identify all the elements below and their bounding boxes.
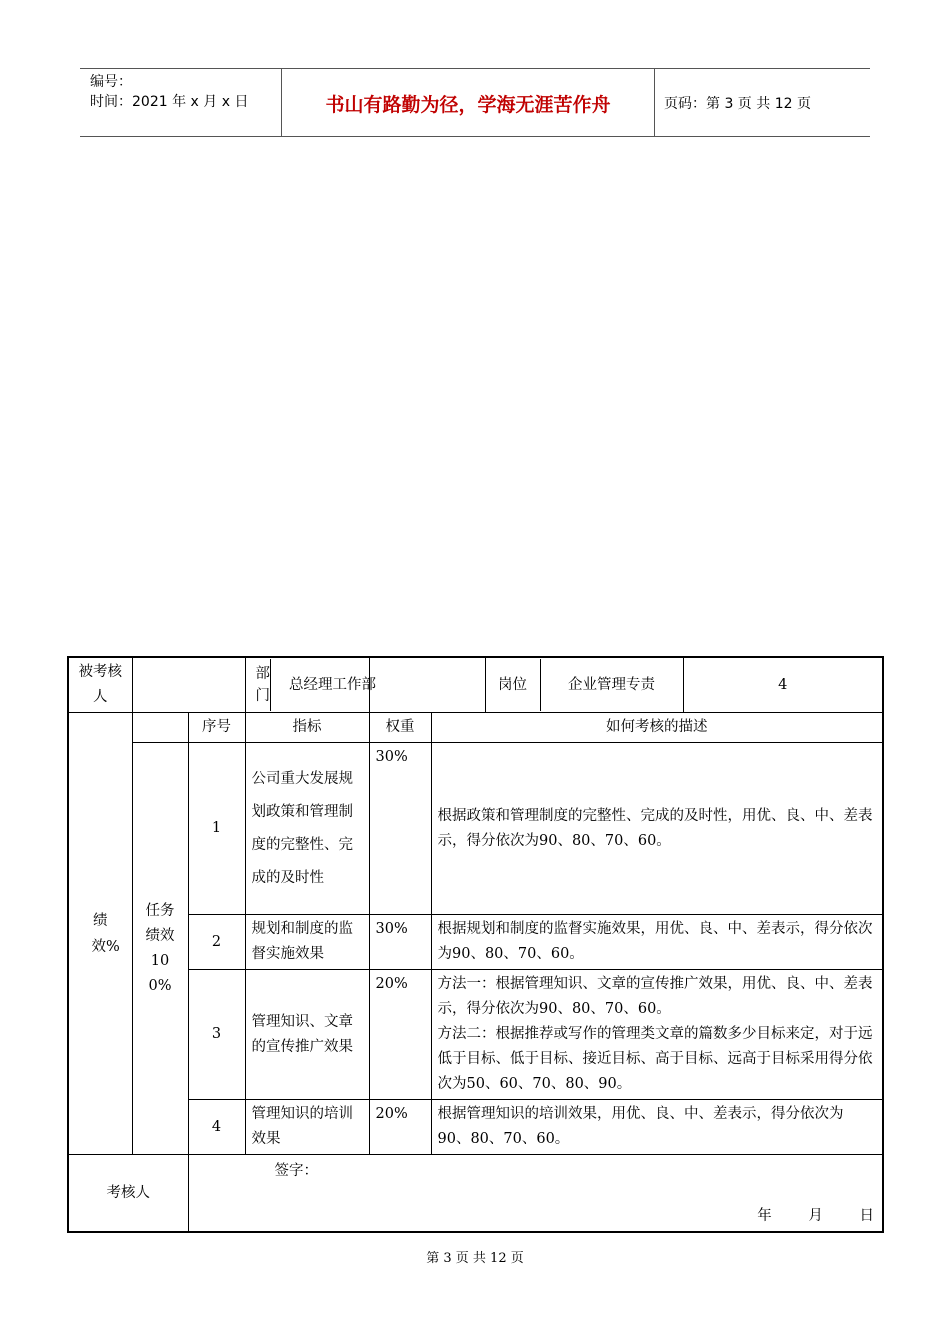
- date-line: [195, 1204, 877, 1229]
- post-label: 岗位: [486, 659, 541, 711]
- row-desc: 根据管理知识的培训效果，用优、良、中、差表示，得分依次为90、80、70、60。: [431, 1100, 883, 1155]
- date-month: 月: [808, 1208, 823, 1224]
- row-desc-method1: 方法一：根据管理知识、文章的宣传推广效果，用优、良、中、差表示，得分依次为90、80、70、60。: [437, 976, 873, 1017]
- row-indicator: 公司重大发展规划政策和管理制度的完整性、完成的及时性: [245, 743, 369, 915]
- signature-cell: [188, 1155, 883, 1233]
- col-weight: 权重: [369, 713, 431, 743]
- post-extra: 4: [683, 657, 883, 713]
- assessor-label: 考核人: [68, 1155, 188, 1233]
- sign-label: 签字：: [274, 1163, 318, 1179]
- header-left: [90, 72, 248, 112]
- perf-label: 绩效%: [68, 713, 132, 1155]
- header-motto: 书山有路勤为径，学海无涯苦作舟: [325, 94, 611, 116]
- row-seq: 2: [188, 915, 245, 970]
- col-desc: 如何考核的描述: [431, 713, 883, 743]
- info-row: [68, 657, 883, 713]
- time-label: 时间：2021 年 x 月 x 日: [90, 94, 249, 110]
- row-weight: 30%: [369, 915, 431, 970]
- row-indicator: 管理知识的培训效果: [245, 1100, 369, 1155]
- date-day: 日: [859, 1208, 874, 1224]
- examinee-value: [132, 657, 245, 713]
- assessor-row: [68, 1155, 883, 1233]
- header-divider: [654, 68, 655, 136]
- dept-value: 总经理工作部: [289, 676, 376, 693]
- row-desc: 根据政策和管理制度的完整性、完成的及时性，用优、良、中、差表示，得分依次为90、80、70、60。: [431, 743, 883, 915]
- page-footer: 第 3 页 共 12 页: [426, 1251, 524, 1266]
- table-row: [68, 1100, 883, 1155]
- row-indicator: 规划和制度的监督实施效果: [245, 915, 369, 970]
- row-desc: [431, 970, 883, 1100]
- header-top-rule: [80, 68, 870, 69]
- column-header-row: [68, 713, 883, 743]
- date-year: 年: [757, 1208, 772, 1224]
- assessment-table: [67, 656, 884, 1233]
- dept-value-cont: [369, 657, 485, 713]
- number-label: 编号：: [90, 74, 132, 90]
- post-cell: [485, 657, 683, 713]
- header-bottom-rule: [80, 136, 870, 137]
- row-seq: 4: [188, 1100, 245, 1155]
- row-seq: 1: [188, 743, 245, 915]
- row-indicator: 管理知识、文章的宣传推广效果: [245, 970, 369, 1100]
- col-seq: 序号: [188, 713, 245, 743]
- row-weight: 30%: [369, 743, 431, 915]
- examinee-label: 被考核人: [68, 657, 132, 713]
- table-row: [68, 743, 883, 915]
- row-desc-method2: 方法二：根据推荐或写作的管理类文章的篇数多少目标来定，对于远低于目标、低于目标、接近目标、高于目标、远高于目标采用得分依次为50、60、70、80、90。: [437, 1026, 873, 1092]
- table-row: [68, 915, 883, 970]
- row-seq: 3: [188, 970, 245, 1100]
- dept-label: 部门: [246, 659, 272, 711]
- dept-cell: [245, 657, 376, 713]
- header-page-label: 页码：第 3 页 共 12 页: [664, 96, 811, 112]
- post-value: 企业管理专责: [568, 676, 655, 693]
- table-row: [68, 970, 883, 1100]
- blank-cell: [132, 713, 188, 743]
- row-weight: 20%: [369, 1100, 431, 1155]
- row-weight: 20%: [369, 970, 431, 1100]
- row-desc: 根据规划和制度的监督实施效果，用优、良、中、差表示，得分依次为90、80、70、60。: [431, 915, 883, 970]
- col-indicator: 指标: [245, 713, 369, 743]
- task-label: 任务绩效100%: [132, 743, 188, 1155]
